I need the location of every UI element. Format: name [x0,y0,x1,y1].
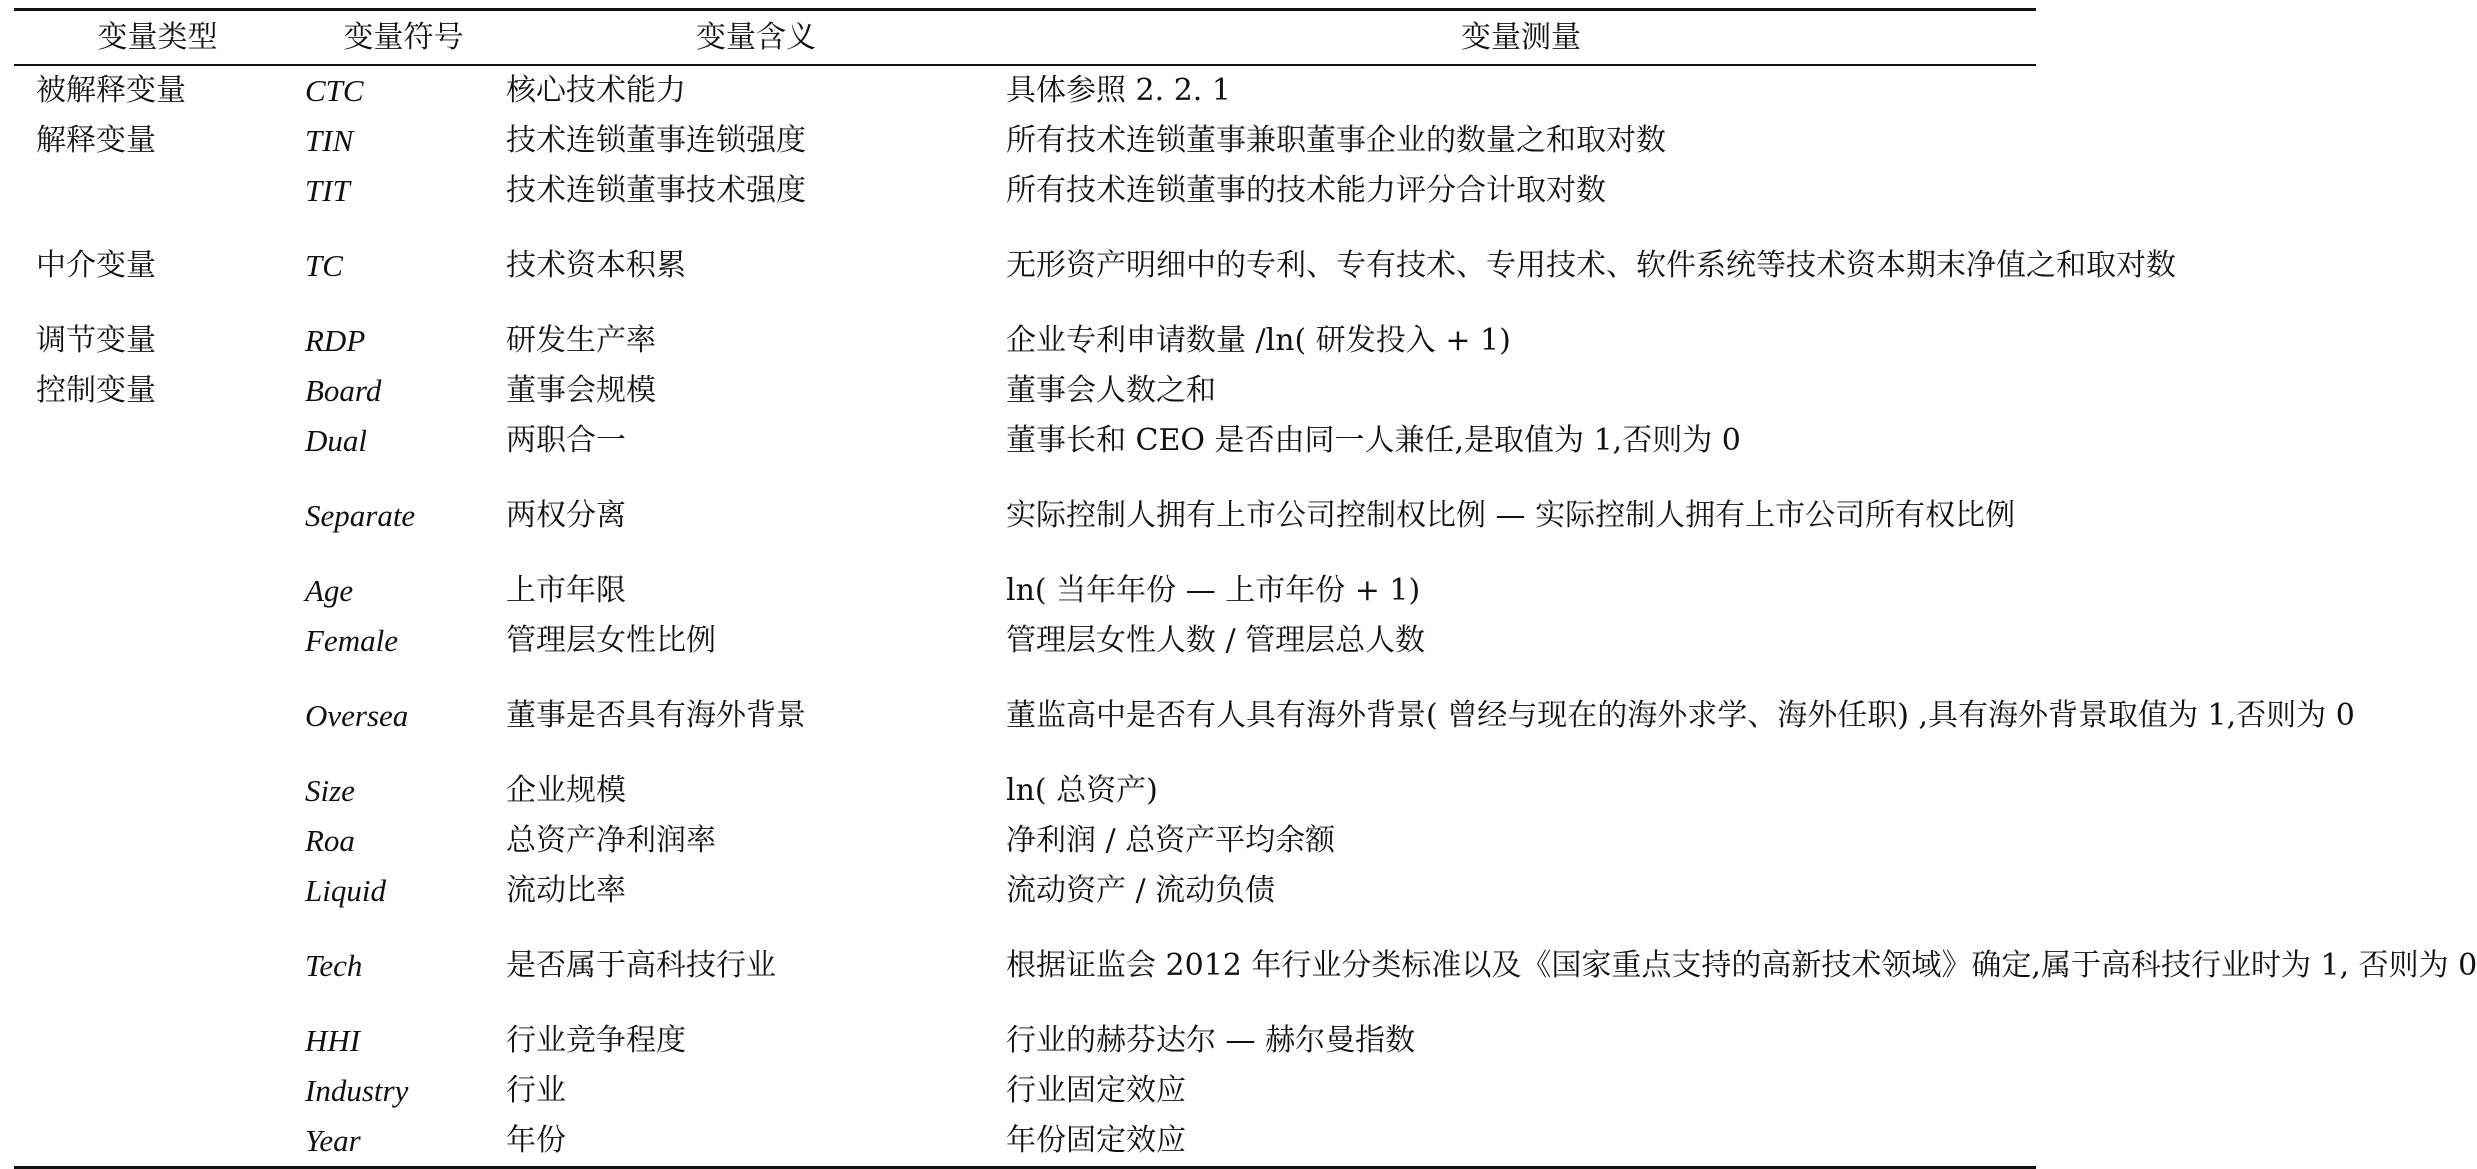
cell-variable-type [14,816,301,866]
cell-variable-meaning: 年份 [506,1123,566,1158]
cell-variable-measure: 实际控制人拥有上市公司控制权比例 — 实际控制人拥有上市公司所有权比例 [1006,498,2016,533]
cell-variable-type [14,566,301,616]
table-row [14,666,2036,766]
cell-variable-meaning: 技术资本积累 [506,248,686,283]
cell-variable-meaning: 技术连锁董事技术强度 [506,173,806,208]
cell-variable-measure: 流动资产 / 流动负债 [1006,873,1276,908]
cell-variable-symbol: Board [305,373,382,408]
cell-variable-meaning: 技术连锁董事连锁强度 [506,123,806,158]
cell-variable-meaning: 两职合一 [506,423,626,458]
header-row [14,11,2036,64]
cell-variable-type [14,766,301,816]
cell-variable-symbol: Tech [305,948,363,983]
table-row [14,816,2036,866]
cell-variable-symbol: HHI [305,1023,361,1058]
cell-variable-type [14,1116,301,1166]
cell-variable-type [14,166,301,216]
cell-variable-type: 被解释变量 [36,73,186,108]
cell-variable-measure: 所有技术连锁董事的技术能力评分合计取对数 [1006,173,1606,208]
header-measure: 变量测量 [1461,20,1581,55]
cell-variable-meaning: 行业 [506,1073,566,1108]
cell-variable-symbol: Separate [305,498,416,533]
table-row [14,66,2036,116]
cell-variable-type: 控制变量 [36,373,156,408]
cell-variable-measure: 董事会人数之和 [1006,373,1216,408]
cell-variable-meaning: 总资产净利润率 [506,823,716,858]
cell-variable-type: 中介变量 [36,248,156,283]
cell-variable-measure: 净利润 / 总资产平均余额 [1006,823,1336,858]
cell-variable-measure: ln( 当年年份 — 上市年份 + 1) [1006,573,1421,608]
table-row [14,1016,2036,1066]
header-meaning: 变量含义 [696,20,816,55]
cell-variable-measure: 管理层女性人数 / 管理层总人数 [1006,623,1426,658]
cell-variable-type [14,1066,301,1116]
cell-variable-symbol: TC [305,248,343,283]
cell-variable-symbol: CTC [305,73,364,108]
table-row [14,416,2036,466]
cell-variable-symbol: Female [305,623,398,658]
table-row [14,316,2036,366]
table-row [14,916,2036,1016]
cell-variable-type [14,1016,301,1066]
cell-variable-symbol: Liquid [305,873,386,908]
cell-variable-measure: ln( 总资产) [1006,773,1158,808]
cell-variable-type: 解释变量 [36,123,156,158]
cell-variable-measure: 企业专利申请数量 /ln( 研发投入 + 1) [1006,323,1511,358]
cell-variable-meaning: 上市年限 [506,573,626,608]
cell-variable-measure: 所有技术连锁董事兼职董事企业的数量之和取对数 [1006,123,1666,158]
cell-variable-meaning: 企业规模 [506,773,626,808]
cell-variable-symbol: Age [305,573,354,608]
table-row [14,1066,2036,1116]
cell-variable-type [14,616,301,666]
table-row [14,116,2036,166]
header-symbol: 变量符号 [343,20,464,55]
cell-variable-type [14,416,301,466]
cell-variable-measure: 根据证监会 2012 年行业分类标准以及《国家重点支持的高新技术领域》确定,属于高科技行业时为 1, 否则为 0 [1006,948,2477,983]
cell-variable-type: 调节变量 [36,323,156,358]
table-row [14,1116,2036,1166]
cell-variable-meaning: 董事是否具有海外背景 [506,698,806,733]
cell-variable-symbol: Year [305,1123,361,1158]
cell-variable-symbol: Roa [305,823,355,858]
cell-variable-measure: 行业固定效应 [1006,1073,1186,1108]
cell-variable-symbol: TIT [305,173,350,208]
variables-body [14,66,2477,1166]
cell-variable-symbol: Size [305,773,355,808]
cell-variable-symbol: Industry [305,1073,409,1108]
cell-variable-meaning: 董事会规模 [506,373,656,408]
cell-variable-meaning: 研发生产率 [506,323,656,358]
cell-variable-meaning: 流动比率 [506,873,626,908]
cell-variable-type [14,866,301,916]
cell-variable-type [14,666,301,766]
cell-variable-type [14,466,301,566]
cell-variable-measure: 董事长和 CEO 是否由同一人兼任,是取值为 1,否则为 0 [1006,423,1741,458]
cell-variable-meaning: 核心技术能力 [506,73,686,108]
table-row [14,366,2036,416]
cell-variable-symbol: RDP [305,323,366,358]
cell-variable-measure: 董监高中是否有人具有海外背景( 曾经与现在的海外求学、海外任职) ,具有海外背景取值为 1,否则为 0 [1006,698,2355,733]
table-row [14,566,2036,616]
cell-variable-symbol: TIN [305,123,354,158]
table-row [14,166,2036,216]
variables-table [14,11,2036,64]
cell-variable-symbol: Dual [305,423,367,458]
cell-variable-symbol: Oversea [305,698,409,733]
table-row [14,866,2036,916]
header-type: 变量类型 [97,20,218,55]
cell-variable-meaning: 两权分离 [506,498,626,533]
cell-variable-meaning: 是否属于高科技行业 [506,948,776,983]
cell-variable-type [14,916,301,1016]
table-body [14,66,2477,1166]
table-row [14,616,2036,666]
table-row [14,466,2036,566]
cell-variable-measure: 行业的赫芬达尔 — 赫尔曼指数 [1006,1023,1416,1058]
variable-definition-table [14,8,2477,1169]
table-row [14,766,2036,816]
cell-variable-measure: 无形资产明细中的专利、专有技术、专用技术、软件系统等技术资本期末净值之和取对数 [1006,248,2176,283]
cell-variable-meaning: 管理层女性比例 [506,623,716,658]
cell-variable-measure: 年份固定效应 [1006,1123,1186,1158]
table-row [14,216,2036,316]
cell-variable-measure: 具体参照 2. 2. 1 [1006,73,1231,108]
cell-variable-meaning: 行业竞争程度 [506,1023,686,1058]
